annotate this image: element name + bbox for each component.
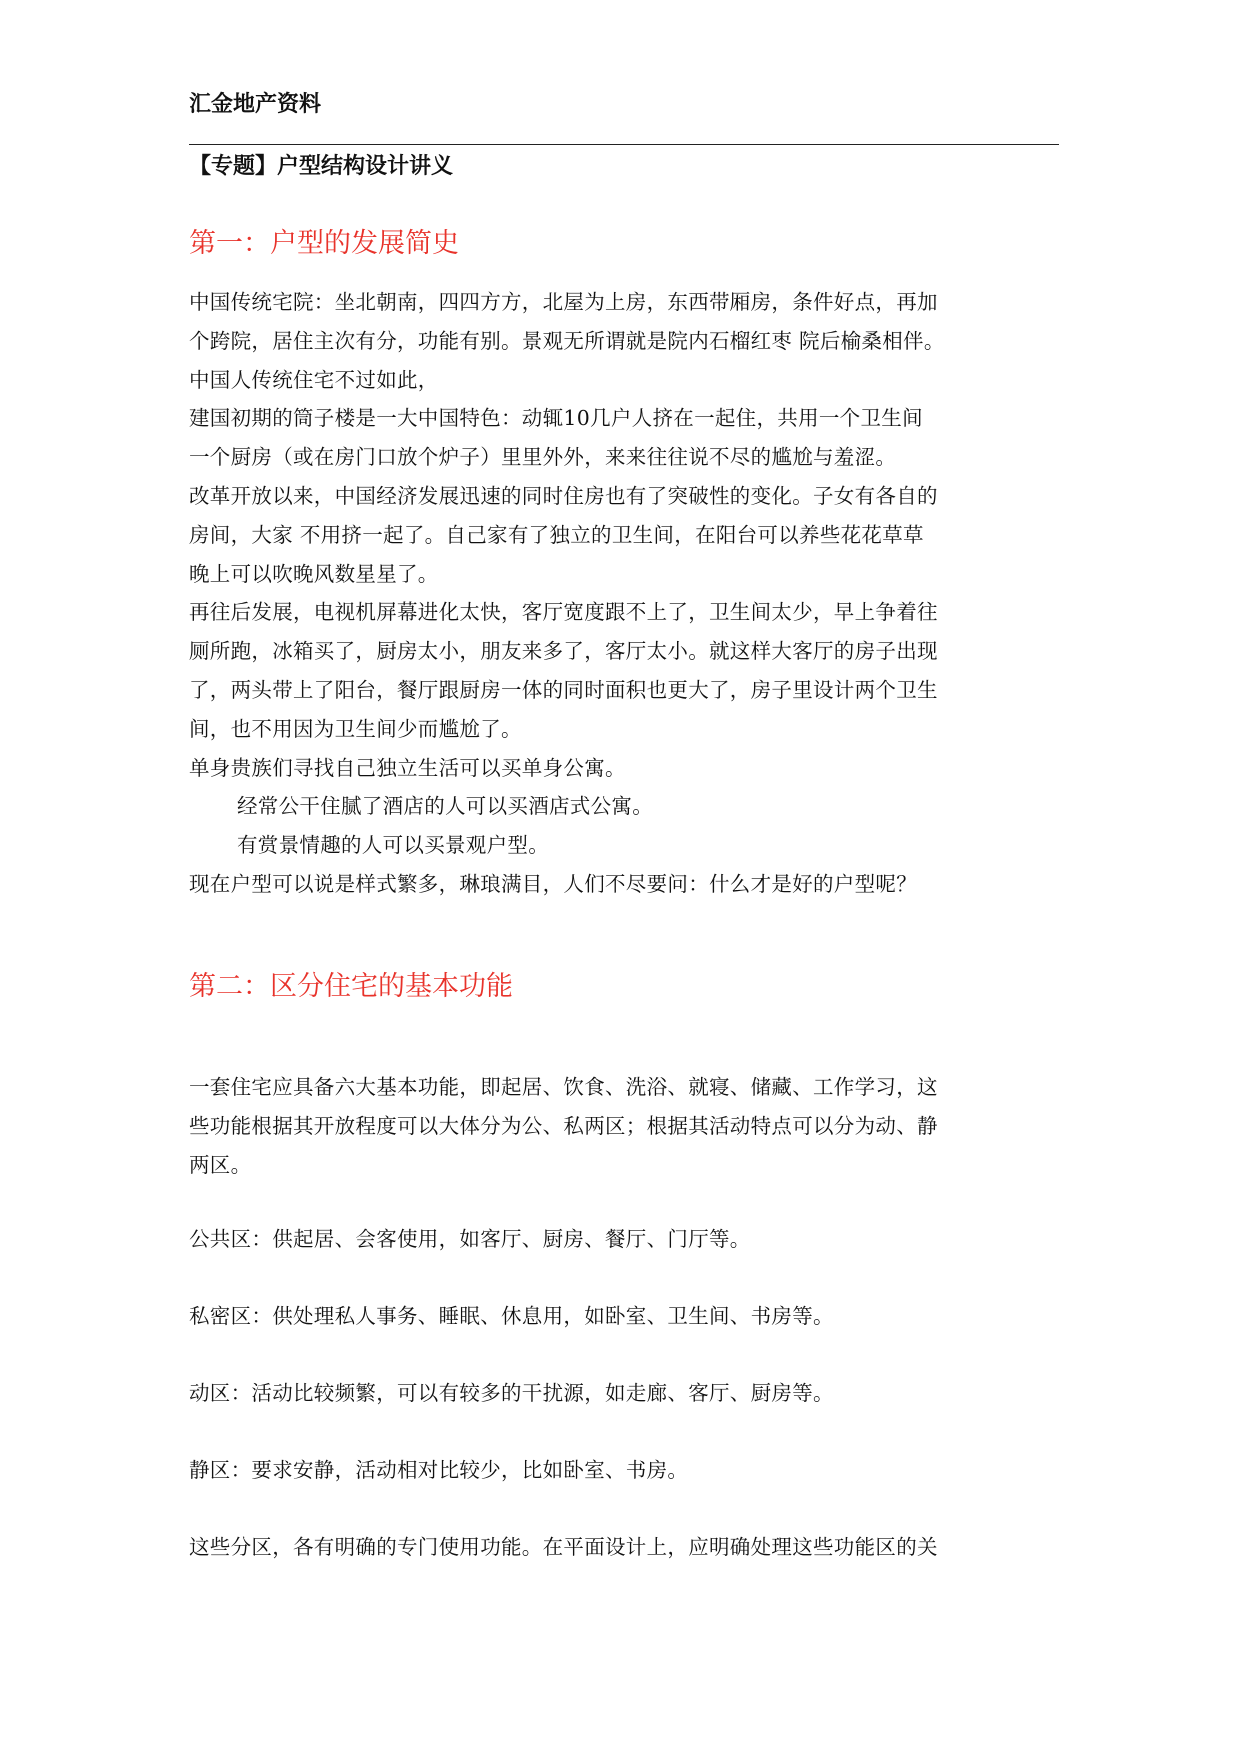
document-subtitle: 【专题】户型结构设计讲义 [189,154,454,179]
zone-public: 公共区：供起居、会客使用，如客厅、厨房、餐厅、门厅等。 [189,1227,751,1251]
header-divider [189,144,1059,145]
body-line: 厕所跑，冰箱买了，厨房太小，朋友来多了，客厅太小。就这样大客厅的房子出现 [189,639,938,664]
body-line: 中国传统宅院：坐北朝南，四四方方，北屋为上房，东西带厢房，条件好点，再加 [189,290,938,314]
body-line: 改革开放以来，中国经济发展迅速的同时住房也有了突破性的变化。子女有各自的 [189,483,938,508]
body-line: 中国人传统住宅不过如此， [189,367,439,392]
zone-private: 私密区：供处理私人事务、睡眠、休息用，如卧室、卫生间、书房等。 [189,1304,834,1328]
body-line: 现在户型可以说是样式繁多，琳琅满目，人们不尽要问：什么才是好的户型呢？ [189,871,917,896]
zone-active: 动区：活动比较频繁，可以有较多的干扰源，如走廊、客厅、厨房等。 [189,1381,834,1405]
body-line: 单身贵族们寻找自己独立生活可以买单身公寓。 [189,755,626,780]
body-line: 些功能根据其开放程度可以大体分为公、私两区；根据其活动特点可以分为动、静 [189,1114,938,1138]
header-title: 汇金地产资料 [189,92,322,117]
section-2-heading: 第二：区分住宅的基本功能 [189,971,513,1002]
section-2-intro [189,1068,1069,1185]
body-line: 再往后发展，电视机屏幕进化太快，客厅宽度跟不上了，卫生间太少，早上争着往 [189,600,938,625]
zone-quiet: 静区：要求安静，活动相对比较少，比如卧室、书房。 [189,1458,689,1482]
body-line: 两区。 [189,1153,252,1177]
body-line: 个跨院，居住主次有分，功能有别。景观无所谓就是院内石榴红枣 院后榆桑相伴。 [189,328,945,353]
body-line: 一套住宅应具备六大基本功能，即起居、饮食、洗浴、就寝、储藏、工作学习，这 [189,1075,938,1099]
body-line: 房间，大家 不用挤一起了。自己家有了独立的卫生间，在阳台可以养些花花草草 [189,522,924,547]
closing-line: 这些分区，各有明确的专门使用功能。在平面设计上，应明确处理这些功能区的关 [189,1535,938,1559]
section-1-heading: 第一：户型的发展简史 [189,228,459,259]
body-line: 间，也不用因为卫生间少而尴尬了。 [189,716,522,741]
body-line: 了，两头带上了阳台，餐厅跟厨房一体的同时面积也更大了，房子里设计两个卫生 [189,677,938,702]
body-line-indented: 有赏景情趣的人可以买景观户型。 [237,833,549,858]
body-line: 一个厨房（或在房门口放个炉子）里里外外，来来往往说不尽的尴尬与羞涩。 [189,445,897,470]
body-line: 建国初期的筒子楼是一大中国特色：动辄10几户人挤在一起住，共用一个卫生间 [189,406,923,431]
section-1-body [189,283,1069,904]
body-line-indented: 经常公干住腻了酒店的人可以买酒店式公寓。 [237,794,653,819]
body-line: 晚上可以吹晚风数星星了。 [189,561,439,586]
